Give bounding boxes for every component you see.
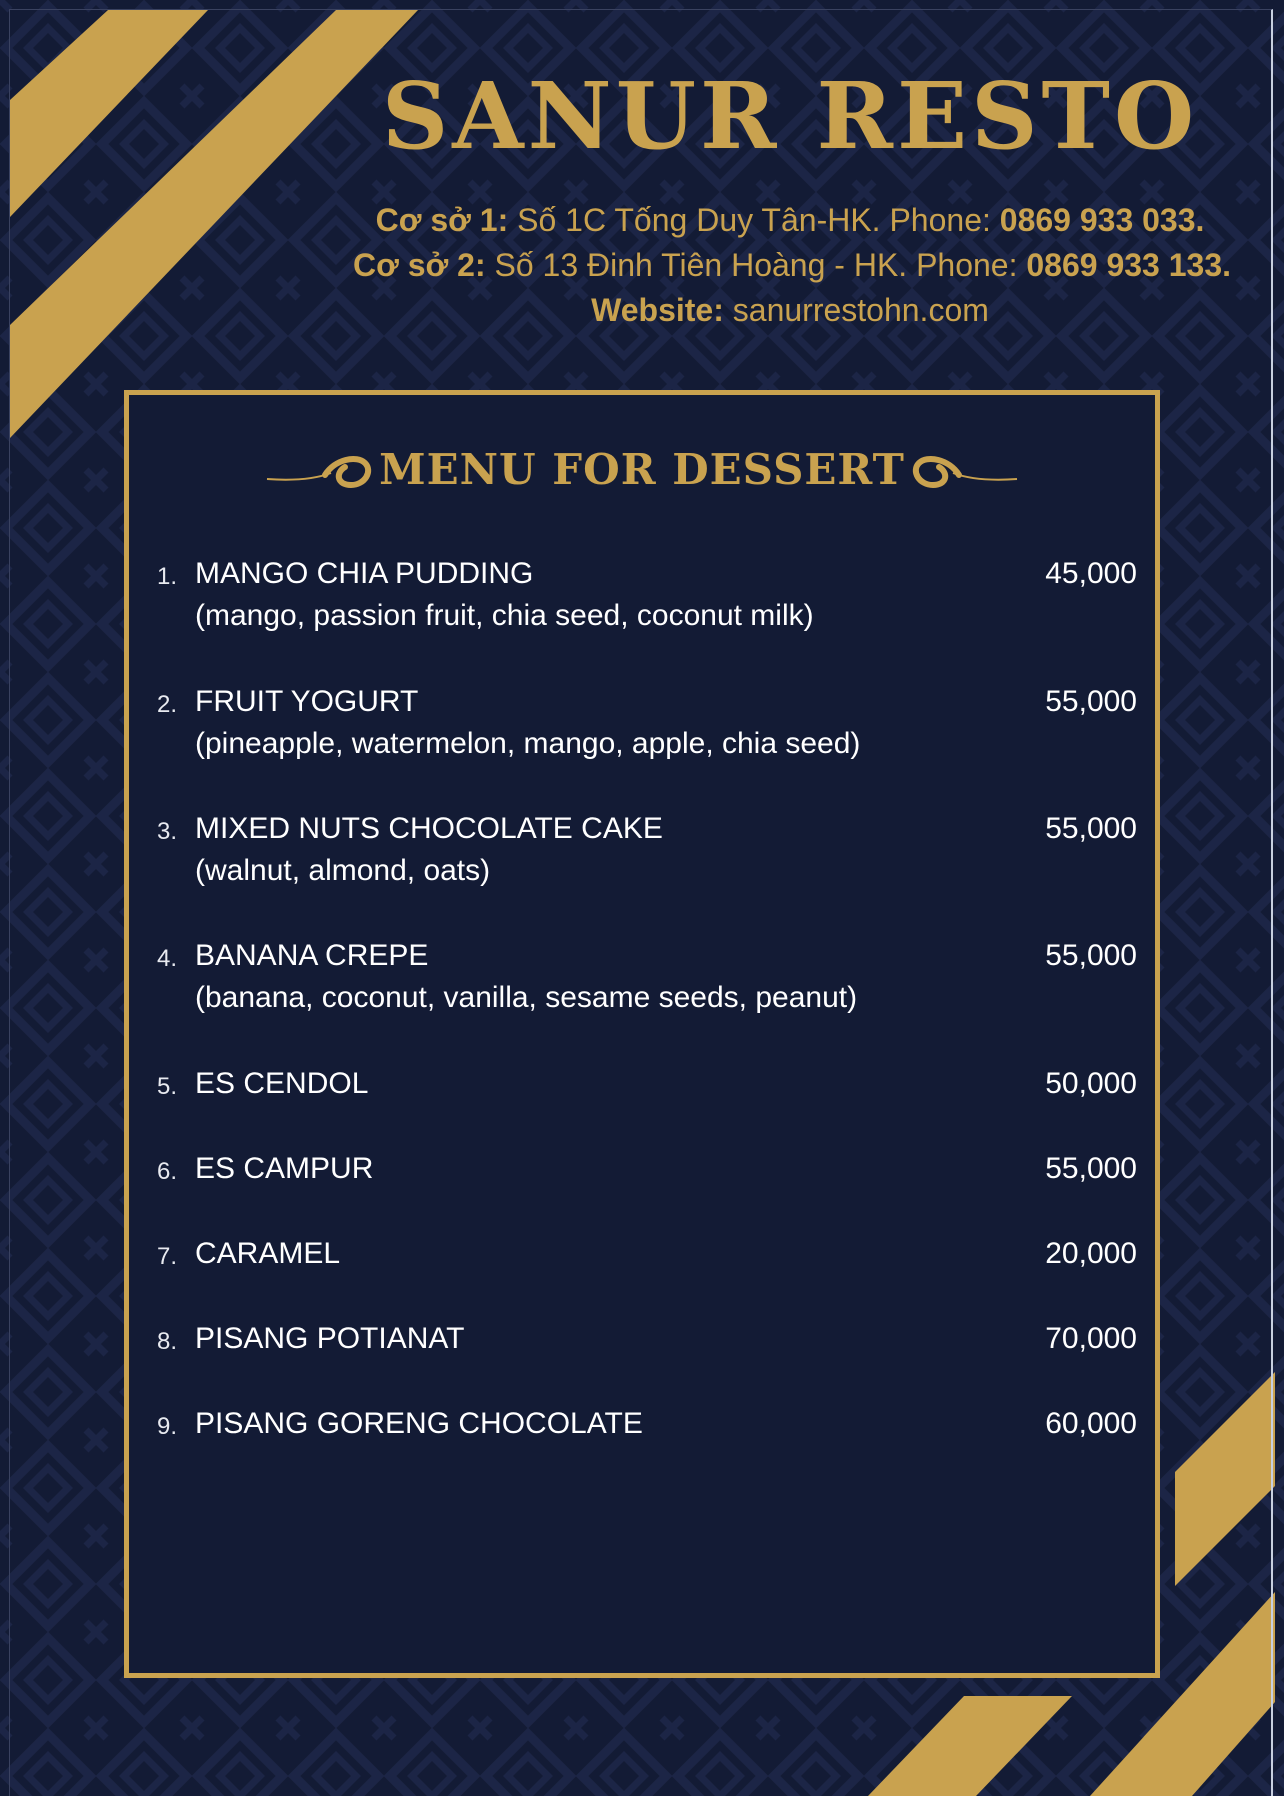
menu-heading	[129, 435, 1155, 505]
item-name: CARAMEL	[195, 1237, 341, 1270]
flourish-right-icon	[909, 445, 1019, 495]
restaurant-title: SANUR RESTO	[381, 62, 1199, 170]
branch-1-label: Cơ sở 1:	[375, 202, 509, 238]
item-name: ES CAMPUR	[195, 1152, 374, 1185]
website-label: Website:	[591, 292, 724, 328]
item-number: 3.	[157, 818, 178, 845]
item-name: PISANG POTIANAT	[195, 1322, 465, 1355]
branch-1-line	[300, 204, 1280, 236]
stripe-right-mid	[1175, 1372, 1275, 1586]
item-number: 4.	[157, 945, 178, 972]
item-price: 55,000	[1045, 1152, 1137, 1185]
branch-2-address: Số 13 Đinh Tiên Hoàng - HK. Phone:	[485, 247, 1027, 283]
menu-heading-text: MENU FOR DESSERT	[379, 445, 905, 494]
stripe-bottom-1	[868, 1696, 1072, 1796]
item-description: (walnut, almond, oats)	[195, 854, 491, 887]
branch-1-address: Số 1C Tống Duy Tân-HK. Phone:	[508, 202, 1000, 238]
item-number: 8.	[157, 1328, 178, 1355]
item-price: 55,000	[1045, 812, 1137, 845]
item-price: 70,000	[1045, 1322, 1137, 1355]
website-url[interactable]: sanurrestohn.com	[723, 292, 989, 328]
item-number: 9.	[157, 1413, 178, 1440]
item-description: (mango, passion fruit, chia seed, coconut milk)	[195, 599, 814, 632]
branch-1-phone: 0869 933 033.	[999, 202, 1205, 238]
item-price: 55,000	[1045, 685, 1137, 718]
item-name: MANGO CHIA PUDDING	[195, 557, 534, 590]
item-number: 6.	[157, 1158, 178, 1185]
item-number: 2.	[157, 691, 178, 718]
item-name: BANANA CREPE	[195, 939, 429, 972]
item-name: FRUIT YOGURT	[195, 685, 419, 718]
item-price: 20,000	[1045, 1237, 1137, 1270]
item-price: 55,000	[1045, 939, 1137, 972]
menu-box	[124, 390, 1160, 1678]
item-price: 60,000	[1045, 1407, 1137, 1440]
item-number: 1.	[157, 563, 178, 590]
item-description: (banana, coconut, vanilla, sesame seeds, peanut)	[195, 981, 858, 1014]
item-name: MIXED NUTS CHOCOLATE CAKE	[195, 812, 663, 845]
flourish-left-icon	[265, 445, 375, 495]
item-description: (pineapple, watermelon, mango, apple, chia seed)	[195, 727, 861, 760]
branch-2-phone: 0869 933 133.	[1026, 247, 1232, 283]
item-number: 5.	[157, 1073, 178, 1100]
item-name: ES CENDOL	[195, 1067, 369, 1100]
item-price: 50,000	[1045, 1067, 1137, 1100]
website-line	[300, 294, 1280, 326]
item-number: 7.	[157, 1243, 178, 1270]
item-price: 45,000	[1045, 557, 1137, 590]
branch-2-line	[300, 249, 1284, 281]
branch-2-label: Cơ sở 2:	[352, 247, 486, 283]
item-name: PISANG GORENG CHOCOLATE	[195, 1407, 643, 1440]
